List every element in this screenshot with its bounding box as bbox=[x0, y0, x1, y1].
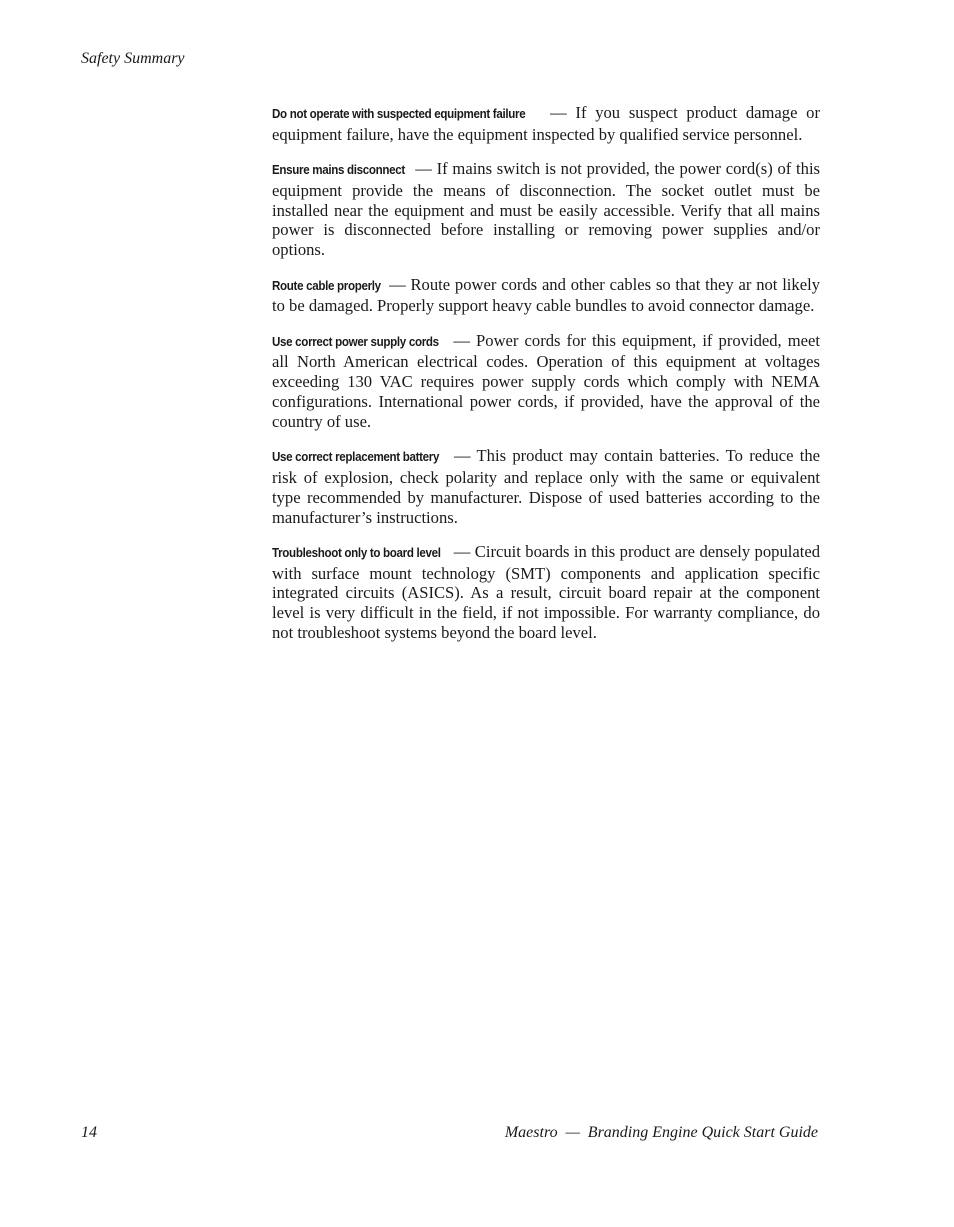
item-separator: — bbox=[541, 103, 576, 122]
safety-item-mains-disconnect bbox=[272, 159, 820, 260]
item-text: Route power cords and other cables so that they ar not likely to be damaged. Properly support heavy cable bundles to avoid connector damage. bbox=[272, 274, 820, 316]
safety-item-equipment-failure bbox=[272, 103, 820, 145]
safety-item-troubleshoot bbox=[272, 542, 820, 643]
item-lead: Do not operate with suspected equipment failure bbox=[272, 107, 526, 121]
page-number: 14 bbox=[81, 1124, 97, 1141]
item-separator: — bbox=[384, 274, 411, 294]
safety-items bbox=[272, 103, 820, 657]
document-title: Maestro — Branding Engine Quick Start Guide bbox=[504, 1124, 818, 1141]
safety-item-route-cable bbox=[272, 275, 820, 317]
safety-item-replacement-battery bbox=[272, 446, 820, 527]
item-text: If you suspect product damage or equipment failure, have the equipment inspected by qualified service personnel. bbox=[272, 103, 820, 144]
item-text: Circuit boards in this product are densely populated with surface mount technology (SMT) components and application specific integrated circuits (ASICS). As a result, circuit board repair at the component level is very difficult in the field, if not impossible. For warranty compliance, do not troubleshoot systems beyond the board level. bbox=[272, 541, 820, 643]
item-separator: — bbox=[447, 446, 477, 466]
item-text: This product may contain batteries. To reduce the risk of explosion, check polarity and replace only with the same or equivalent type recommended by manufacturer. Dispose of used batteries according to the manufacturer’s instructions. bbox=[272, 446, 820, 527]
item-separator: — bbox=[449, 541, 475, 561]
safety-item-power-supply-cords bbox=[272, 331, 820, 432]
item-lead: Use correct replacement battery bbox=[272, 450, 440, 465]
running-header: Safety Summary bbox=[81, 50, 185, 67]
item-text: Power cords for this equipment, if provided, meet all North American electrical codes. Operation of this equipment at voltages exceeding 130 VAC requires power supply cords which comply with NEMA configurations. International power cords, if provided, have the approval of the country of use. bbox=[272, 330, 821, 431]
item-text: If mains switch is not provided, the power cord(s) of this equipment provide the means of disconnection. The socket outlet must be installed near the equipment and must be easily accessible. Verify that all mains power is disconnected before installing or removing power supplies and/or options. bbox=[272, 159, 821, 260]
item-lead: Ensure mains disconnect bbox=[272, 163, 405, 178]
item-lead: Route cable properly bbox=[272, 278, 381, 293]
item-separator: — bbox=[447, 330, 477, 350]
item-lead: Use correct power supply cords bbox=[272, 334, 439, 349]
item-lead: Troubleshoot only to board level bbox=[272, 545, 441, 560]
item-separator: — bbox=[410, 159, 437, 179]
